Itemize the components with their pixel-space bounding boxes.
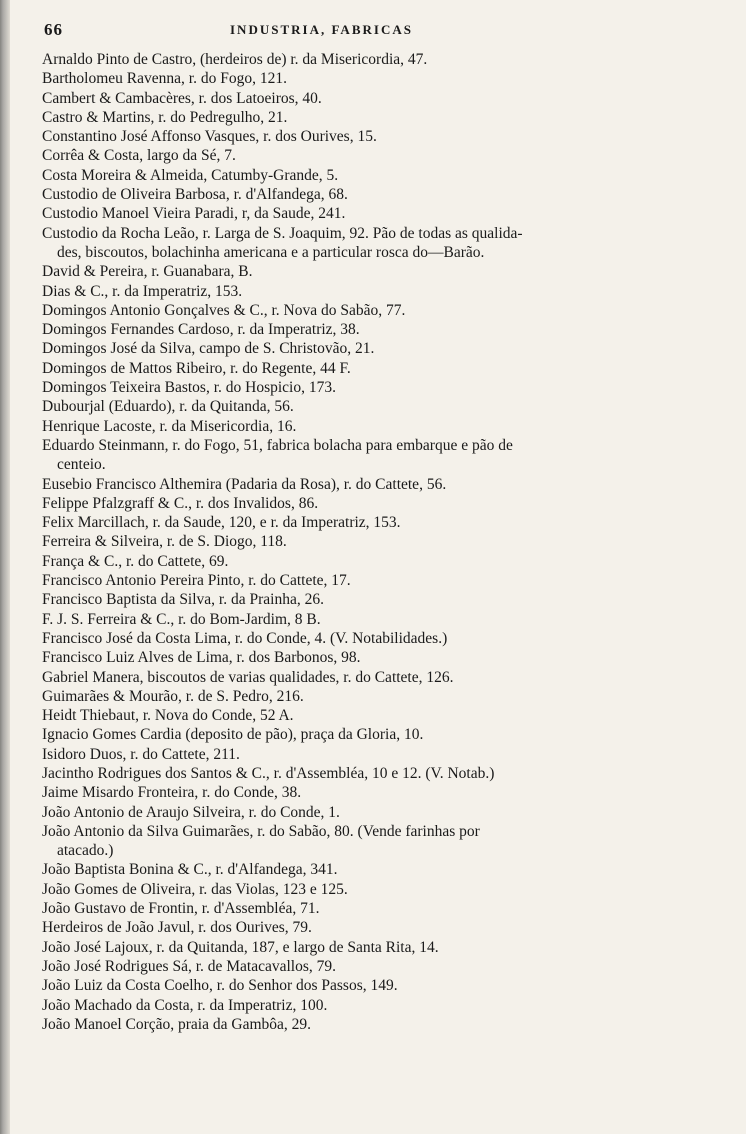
list-item: F. J. S. Ferreira & C., r. do Bom-Jardim, 8 B. bbox=[42, 610, 321, 628]
list-item: Francisco Antonio Pereira Pinto, r. do Cattete, 17. bbox=[42, 572, 351, 590]
directory-list bbox=[42, 50, 682, 1034]
list-item-continuation: des, biscoutos, bolachinha americana e a particular rosca do—Barão. bbox=[57, 243, 485, 261]
list-item: Dias & C., r. da Imperatriz, 153. bbox=[42, 282, 243, 300]
list-item: Felix Marcillach, r. da Saude, 120, e r. da Imperatriz, 153. bbox=[42, 514, 401, 532]
list-item-continuation: centeio. bbox=[57, 456, 106, 474]
list-item: Constantino José Affonso Vasques, r. dos Ourives, 15. bbox=[42, 128, 377, 146]
list-item: Corrêa & Costa, largo da Sé, 7. bbox=[42, 147, 236, 165]
list-item: Custodio Manoel Vieira Paradi, r, da Saude, 241. bbox=[42, 205, 346, 223]
list-item: Domingos de Mattos Ribeiro, r. do Regente, 44 F. bbox=[42, 359, 351, 377]
list-item: Ferreira & Silveira, r. de S. Diogo, 118. bbox=[42, 533, 287, 551]
list-item: Domingos Teixeira Bastos, r. do Hospicio, 173. bbox=[42, 379, 336, 397]
list-item-continuation: atacado.) bbox=[57, 842, 114, 860]
list-item: Bartholomeu Ravenna, r. do Fogo, 121. bbox=[42, 70, 287, 88]
list-item: João Manoel Corção, praia da Gambôa, 29. bbox=[42, 1015, 312, 1033]
list-item: Gabriel Manera, biscoutos de varias qualidades, r. do Cattete, 126. bbox=[42, 668, 454, 686]
list-item: Domingos Fernandes Cardoso, r. da Imperatriz, 38. bbox=[42, 321, 360, 339]
running-head: INDUSTRIA, FABRICAS bbox=[230, 22, 413, 37]
list-item: Dubourjal (Eduardo), r. da Quitanda, 56. bbox=[42, 398, 294, 416]
list-item: João Luiz da Costa Coelho, r. do Senhor dos Passos, 149. bbox=[42, 977, 398, 995]
list-item: Francisco José da Costa Lima, r. do Conde, 4. (V. Notabilidades.) bbox=[42, 629, 448, 647]
list-item: Castro & Martins, r. do Pedregulho, 21. bbox=[42, 108, 288, 126]
list-item: Ignacio Gomes Cardia (deposito de pão), praça da Gloria, 10. bbox=[42, 726, 424, 744]
list-item: Costa Moreira & Almeida, Catumby-Grande, 5. bbox=[42, 166, 339, 184]
list-item: Heidt Thiebaut, r. Nova do Conde, 52 A. bbox=[42, 707, 294, 725]
list-item: João Antonio de Araujo Silveira, r. do Conde, 1. bbox=[42, 803, 340, 821]
list-item: Jacintho Rodrigues dos Santos & C., r. d'Assembléa, 10 e 12. (V. Notab.) bbox=[42, 764, 495, 782]
list-item: Isidoro Duos, r. do Cattete, 211. bbox=[42, 745, 240, 763]
list-item: João José Lajoux, r. da Quitanda, 187, e largo de Santa Rita, 14. bbox=[42, 938, 439, 956]
list-item: João Antonio da Silva Guimarães, r. do Sabão, 80. (Vende farinhas por bbox=[42, 822, 480, 840]
page-number: 66 bbox=[44, 20, 63, 39]
list-item: Jaime Misardo Fronteira, r. do Conde, 38. bbox=[42, 784, 302, 802]
page-gutter-shadow bbox=[0, 0, 10, 1134]
list-item: Eduardo Steinmann, r. do Fogo, 51, fabrica bolacha para embarque e pão de bbox=[42, 436, 513, 454]
page-header bbox=[0, 20, 746, 44]
list-item: Francisco Luiz Alves de Lima, r. dos Barbonos, 98. bbox=[42, 649, 361, 667]
list-item: Felippe Pfalzgraff & C., r. dos Invalidos, 86. bbox=[42, 494, 319, 512]
list-item: João José Rodrigues Sá, r. de Matacavallos, 79. bbox=[42, 957, 337, 975]
list-item: David & Pereira, r. Guanabara, B. bbox=[42, 263, 253, 281]
list-item: Custodio da Rocha Leão, r. Larga de S. Joaquim, 92. Pão de todas as qualida- bbox=[42, 224, 523, 242]
list-item: João Gomes de Oliveira, r. das Violas, 123 e 125. bbox=[42, 880, 348, 898]
list-item: Francisco Baptista da Silva, r. da Prainha, 26. bbox=[42, 591, 324, 609]
list-item: Cambert & Cambacères, r. dos Latoeiros, 40. bbox=[42, 89, 322, 107]
list-item: Henrique Lacoste, r. da Misericordia, 16. bbox=[42, 417, 297, 435]
list-item: Domingos Antonio Gonçalves & C., r. Nova do Sabão, 77. bbox=[42, 301, 406, 319]
list-item: Custodio de Oliveira Barbosa, r. d'Alfandega, 68. bbox=[42, 186, 348, 204]
list-item: João Gustavo de Frontin, r. d'Assembléa, 71. bbox=[42, 900, 320, 918]
list-item: Eusebio Francisco Althemira (Padaria da Rosa), r. do Cattete, 56. bbox=[42, 475, 447, 493]
list-item: Guimarães & Mourão, r. de S. Pedro, 216. bbox=[42, 687, 304, 705]
list-item: Arnaldo Pinto de Castro, (herdeiros de) r. da Misericordia, 47. bbox=[42, 51, 428, 68]
list-item: França & C., r. do Cattete, 69. bbox=[42, 552, 229, 570]
list-item: João Machado da Costa, r. da Imperatriz, 100. bbox=[42, 996, 328, 1014]
list-item: João Baptista Bonina & C., r. d'Alfandega, 341. bbox=[42, 861, 338, 879]
list-item: Herdeiros de João Javul, r. dos Ourives, 79. bbox=[42, 919, 312, 937]
list-item: Domingos José da Silva, campo de S. Christovão, 21. bbox=[42, 340, 375, 358]
